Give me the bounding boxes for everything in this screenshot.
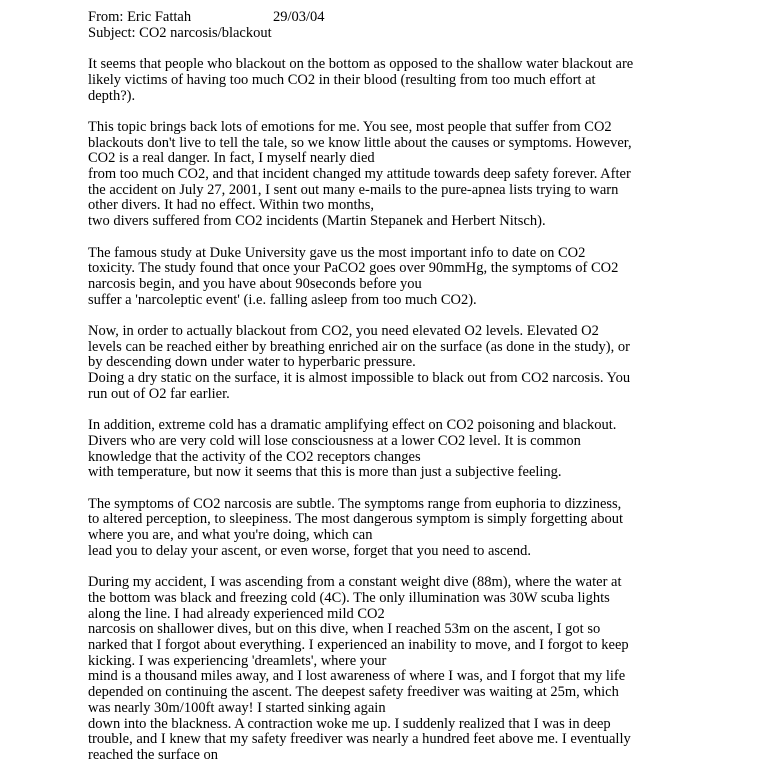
- paragraph: [88, 497, 688, 560]
- email-body: [88, 57, 688, 764]
- text-line: mind is a thousand miles away, and I lost awareness of where I was, and I forgot that my life: [88, 668, 626, 685]
- text-line: the bottom was black and freezing cold (4C). The only illumination was 30W scuba lights: [88, 589, 610, 606]
- text-line: It seems that people who blackout on the bottom as opposed to the shallow water blackout are: [88, 56, 634, 73]
- text-line: trouble, and I knew that my safety freediver was nearly a hundred feet above me. I eventually: [88, 731, 631, 748]
- text-line: In addition, extreme cold has a dramatic amplifying effect on CO2 poisoning and blackout.: [88, 417, 617, 434]
- text-line: along the line. I had already experienced mild CO2: [88, 605, 385, 622]
- text-line: to altered perception, to sleepiness. The most dangerous symptom is simply forgetting about: [88, 511, 624, 528]
- text-line: During my accident, I was ascending from a constant weight dive (88m), where the water at: [88, 574, 622, 591]
- text-line: depth?).: [88, 87, 136, 104]
- text-line: the accident on July 27, 2001, I sent out many e-mails to the pure-apnea lists trying to warn: [88, 181, 619, 198]
- paragraph: [88, 324, 688, 403]
- text-line: Divers who are very cold will lose consciousness at a lower CO2 level. It is common: [88, 432, 581, 449]
- text-line: likely victims of having too much CO2 in their blood (resulting from too much effort at: [88, 71, 596, 88]
- text-line: suffer a 'narcoleptic event' (i.e. falling asleep from too much CO2).: [88, 291, 477, 308]
- text-line: Doing a dry static on the surface, it is almost impossible to black out from CO2 narcosis. You: [88, 370, 631, 387]
- paragraph: [88, 57, 688, 104]
- text-line: This topic brings back lots of emotions for me. You see, most people that suffer from CO2: [88, 118, 612, 135]
- paragraph: [88, 575, 688, 763]
- text-line: with temperature, but now it seems that this is more than just a subjective feeling.: [88, 464, 562, 481]
- text-line: Now, in order to actually blackout from CO2, you need elevated O2 levels. Elevated O2: [88, 323, 599, 339]
- text-line: knowledge that the activity of the CO2 receptors changes: [88, 448, 421, 465]
- text-line: reached the surface on: [88, 746, 219, 763]
- text-line: run out of O2 far earlier.: [88, 385, 230, 402]
- text-line: down into the blackness. A contraction woke me up. I suddenly realized that I was in deep: [88, 715, 611, 732]
- text-line: narcosis on shallower dives, but on this dive, when I reached 53m on the ascent, I got so: [88, 621, 601, 638]
- text-line: narcosis begin, and you have about 90seconds before you: [88, 275, 422, 292]
- text-line: two divers suffered from CO2 incidents (Martin Stepanek and Herbert Nitsch).: [88, 213, 546, 230]
- email-document: [88, 10, 688, 764]
- email-from: From: Eric Fattah: [88, 9, 192, 25]
- text-line: where you are, and what you're doing, which can: [88, 527, 373, 544]
- email-from-line: [88, 10, 688, 26]
- text-line: lead you to delay your ascent, or even worse, forget that you need to ascend.: [88, 542, 532, 559]
- text-line: blackouts don't live to tell the tale, so we know little about the causes or symptoms. However,: [88, 134, 632, 151]
- text-line: kicking. I was experiencing 'dreamlets', where your: [88, 652, 387, 669]
- text-line: was nearly 30m/100ft away! I started sinking again: [88, 699, 386, 716]
- text-line: levels can be reached either by breathing enriched air on the surface (as done in the study), or: [88, 338, 630, 355]
- text-line: depended on continuing the ascent. The deepest safety freediver was waiting at 25m, which: [88, 684, 619, 701]
- paragraph: [88, 120, 688, 230]
- text-line: toxicity. The study found that once your PaCO2 goes over 90mmHg, the symptoms of CO2: [88, 260, 619, 277]
- paragraph: [88, 418, 688, 481]
- text-line: narked that I forgot about everything. I experienced an inability to move, and I forgot to keep: [88, 637, 629, 654]
- text-line: The famous study at Duke University gave us the most important info to date on CO2: [88, 244, 586, 261]
- text-line: The symptoms of CO2 narcosis are subtle. The symptoms range from euphoria to dizziness,: [88, 495, 622, 512]
- text-line: by descending down under water to hyperbaric pressure.: [88, 354, 416, 371]
- text-line: other divers. It had no effect. Within two months,: [88, 197, 375, 214]
- text-line: CO2 is a real danger. In fact, I myself nearly died: [88, 150, 375, 167]
- email-subject: Subject: CO2 narcosis/blackout: [88, 24, 272, 41]
- text-line: from too much CO2, and that incident changed my attitude towards deep safety forever. After: [88, 166, 631, 182]
- email-date: 29/03/04: [273, 9, 325, 25]
- paragraph: [88, 246, 688, 309]
